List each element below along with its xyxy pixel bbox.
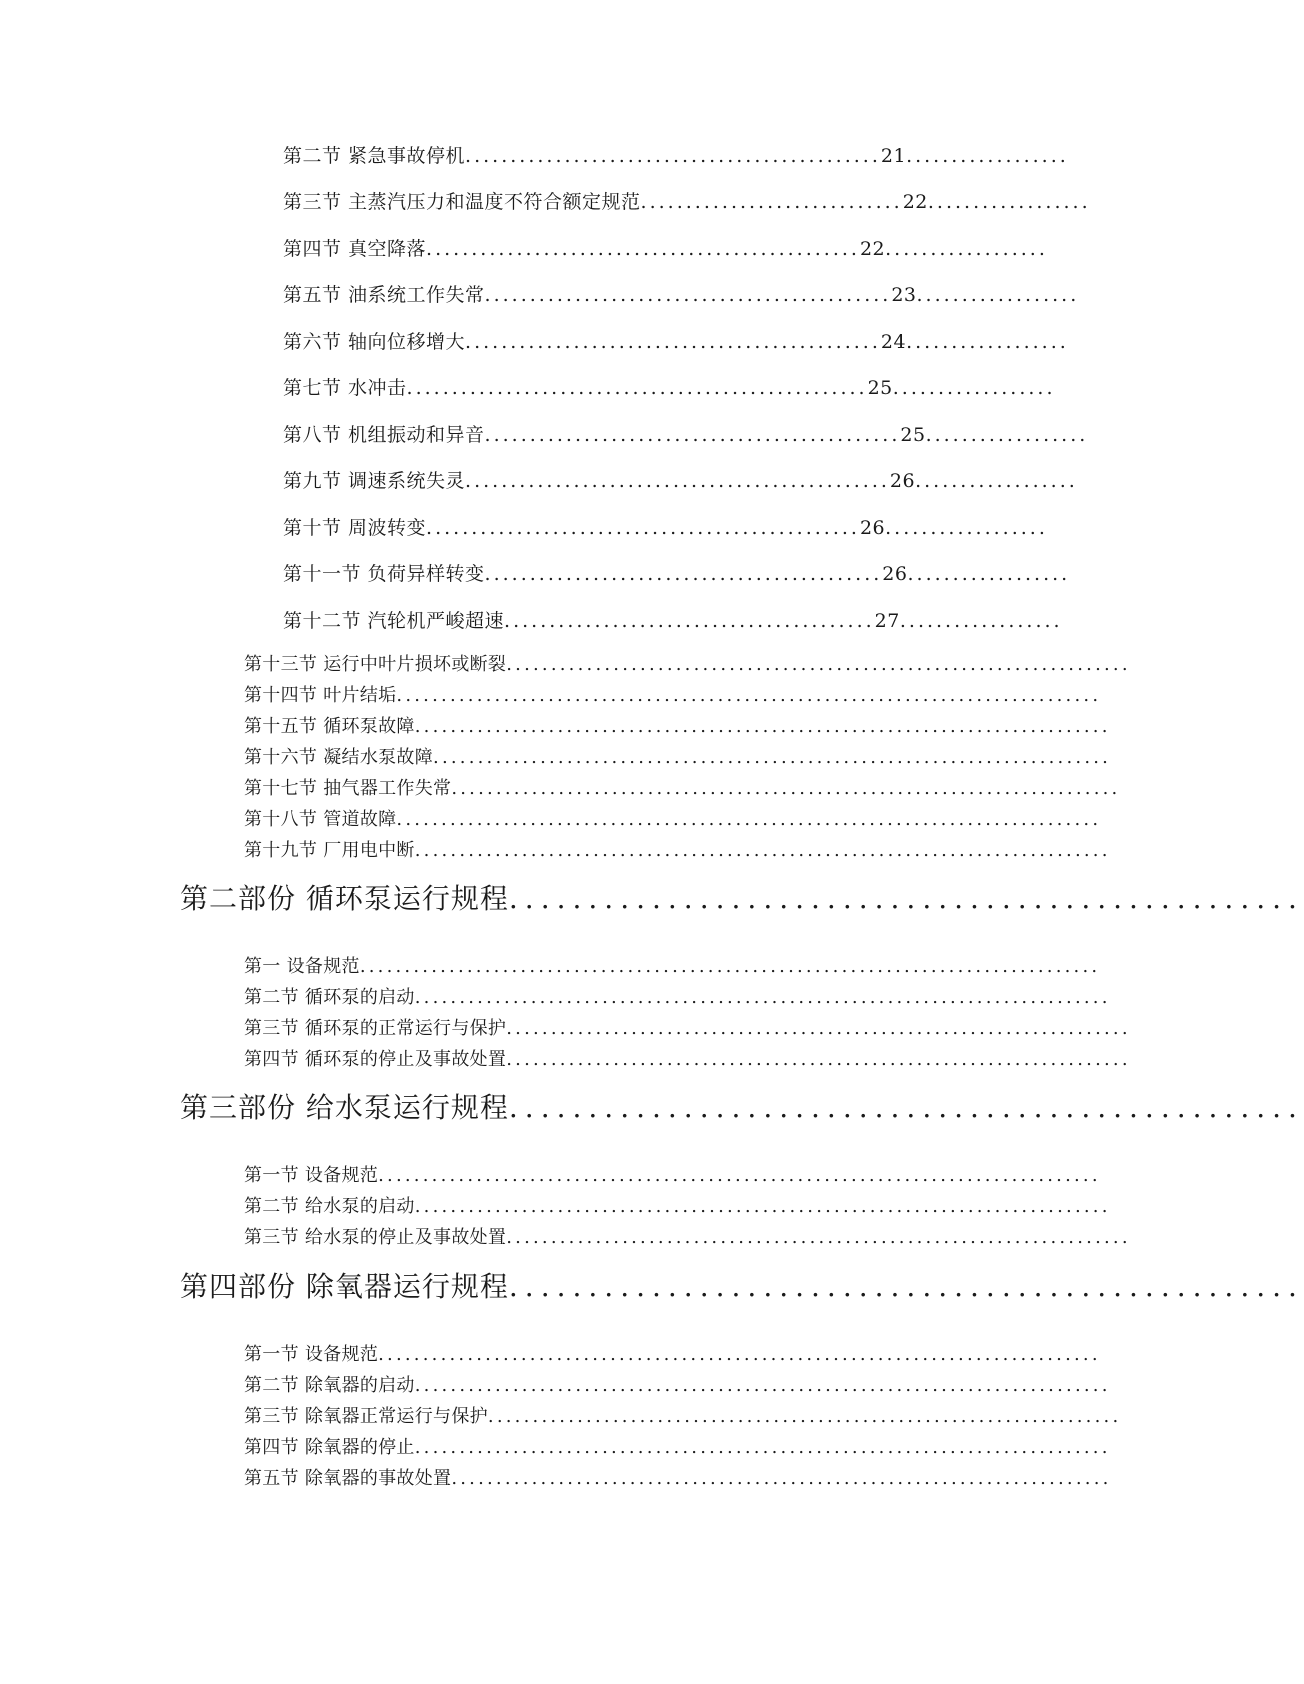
- toc-leader: .........................................: [504, 610, 875, 632]
- toc-entry-title: 第五节 油系统工作失常: [283, 284, 485, 306]
- toc-leader: ......................................................................: [506, 1049, 1131, 1070]
- toc-entry-title: 第三节 除氧器正常运行与保护: [244, 1406, 488, 1427]
- toc-leader: ...........................................................................: [451, 778, 1121, 799]
- toc-page-number: 26: [882, 563, 908, 585]
- toc-leader: ..............................................................................: [414, 840, 1111, 861]
- toc-entry-title: 第一 设备规范: [244, 956, 360, 977]
- toc-leader-trail: ..................: [927, 191, 1091, 213]
- toc-entry-title: 第十八节 管道故障: [244, 809, 397, 830]
- toc-leader: ..............................................................................: [414, 716, 1111, 737]
- toc-entry-title: 第三节 循环泵的正常运行与保护: [244, 1018, 507, 1039]
- toc-leader-trail: ..................: [899, 610, 1063, 632]
- toc-page-number: 26: [859, 517, 886, 539]
- toc-entry[interactable]: [244, 989, 1191, 1007]
- toc-entry[interactable]: [244, 842, 1191, 860]
- toc-leader: ..................................................: [508, 1270, 1304, 1303]
- toc-entry-title: 第九节 调速系统失灵: [283, 470, 466, 492]
- toc-entry[interactable]: [244, 749, 1191, 767]
- toc-part-title: 第四部份 除氧器运行规程: [180, 1270, 509, 1303]
- toc-page-number: 25: [867, 377, 893, 399]
- toc-leader: ..............................................................................: [414, 1196, 1111, 1217]
- toc-leader-trail: ..................: [915, 470, 1078, 492]
- toc-entry-title: 第八节 机组振动和异音: [283, 424, 485, 446]
- toc-entry-title: 第十五节 循环泵故障: [244, 716, 415, 737]
- toc-entry[interactable]: [244, 656, 1191, 674]
- toc-page-number: 27: [874, 610, 900, 632]
- toc-part-title: 第三部份 给水泵运行规程: [180, 1091, 509, 1124]
- toc-entry-title: 第四节 循环泵的停止及事故处置: [244, 1049, 507, 1070]
- toc-entry[interactable]: [244, 1470, 1191, 1488]
- toc-page-number: 24: [880, 331, 907, 353]
- toc-leader: ...............................................................................: [396, 809, 1102, 830]
- toc-leader: ..........................................................................: [451, 1468, 1112, 1489]
- toc-entry-title: 第十九节 厂用电中断: [244, 840, 415, 861]
- toc-leader: ............................................: [484, 563, 883, 585]
- toc-leader: ...............................................: [465, 470, 890, 492]
- toc-leader: ..............................................................................: [414, 1375, 1111, 1396]
- toc-entry[interactable]: [283, 240, 1191, 259]
- toc-entry[interactable]: [244, 958, 1191, 976]
- toc-leader-trail: ..................: [907, 563, 1071, 585]
- toc-leader: ..................................................: [508, 882, 1304, 915]
- toc-entry-title: 第十二节 汽轮机严峻超速: [283, 610, 505, 632]
- toc-entry-title: 第六节 轴向位移增大: [283, 331, 466, 353]
- toc-entry-title: 第十三节 运行中叶片损坏或断裂: [244, 654, 507, 675]
- toc-entry[interactable]: [283, 333, 1191, 352]
- toc-entry[interactable]: [283, 379, 1191, 398]
- toc-leader-trail: ..................: [916, 284, 1080, 306]
- toc-part-heading[interactable]: [180, 1091, 1304, 1124]
- toc-entry[interactable]: [244, 1408, 1191, 1426]
- toc-leader-trail: ..................: [885, 517, 1048, 539]
- toc-entry[interactable]: [244, 687, 1191, 705]
- toc-entry-title: 第二节 除氧器的启动: [244, 1375, 415, 1396]
- toc-leader: .............................................: [484, 284, 892, 306]
- toc-entry-title: 第十四节 叶片结垢: [244, 685, 397, 706]
- toc-entry-title: 第一节 设备规范: [244, 1344, 379, 1365]
- toc-leader: ......................................................................: [506, 1018, 1131, 1039]
- toc-part-heading[interactable]: [180, 882, 1304, 915]
- toc-entry[interactable]: [244, 1198, 1191, 1216]
- toc-entry-title: 第二节 循环泵的启动: [244, 987, 415, 1008]
- toc-leader: ................................................: [426, 238, 860, 260]
- toc-entry-title: 第三节 给水泵的停止及事故处置: [244, 1227, 507, 1248]
- toc-entry-title: 第十六节 凝结水泵故障: [244, 747, 434, 768]
- toc-leader: ......................................................................: [506, 1227, 1131, 1248]
- toc-page-number: 26: [889, 470, 916, 492]
- toc-leader: ............................................................................: [433, 747, 1112, 768]
- toc-entry-title: 第四节 除氧器的停止: [244, 1437, 415, 1458]
- toc-entry-title: 第十节 周波转变: [283, 517, 427, 539]
- toc-entry[interactable]: [244, 780, 1191, 798]
- toc-entry[interactable]: [244, 1051, 1191, 1069]
- toc-page-number: 22: [902, 191, 928, 213]
- toc-part-title: 第二部份 循环泵运行规程: [180, 882, 509, 915]
- toc-entry[interactable]: [283, 612, 1191, 631]
- toc-leader: ..............................................: [465, 331, 881, 353]
- toc-entry-title: 第十七节 抽气器工作失常: [244, 778, 452, 799]
- toc-leader: ..............................................: [465, 145, 881, 167]
- toc-entry[interactable]: [283, 565, 1191, 584]
- toc-entry[interactable]: [244, 718, 1191, 736]
- toc-leader: ...................................................: [406, 377, 868, 399]
- toc-entry-title: 第三节 主蒸汽压力和温度不符合额定规范: [283, 191, 641, 213]
- toc-leader: ..............................................................................: [414, 1437, 1111, 1458]
- toc-entry[interactable]: [244, 1439, 1191, 1457]
- toc-leader: ..................................................: [508, 1091, 1304, 1124]
- toc-leader: .................................................................................: [378, 1165, 1101, 1186]
- toc-entry-title: 第二节 紧急事故停机: [283, 145, 466, 167]
- toc-entry[interactable]: [283, 426, 1191, 445]
- toc-leader: ......................................................................: [506, 654, 1131, 675]
- toc-entry-title: 第七节 水冲击: [283, 377, 407, 399]
- toc-entry[interactable]: [283, 193, 1191, 212]
- toc-entry-title: 第一节 设备规范: [244, 1165, 379, 1186]
- toc-entry[interactable]: [283, 472, 1191, 491]
- toc-leader: .............................: [640, 191, 903, 213]
- toc-leader-trail: ..................: [925, 424, 1089, 446]
- toc-entry-title: 第五节 除氧器的事故处置: [244, 1468, 452, 1489]
- toc-entry-title: 第十一节 负荷异样转变: [283, 563, 485, 585]
- toc-entry-title: 第二节 给水泵的启动: [244, 1196, 415, 1217]
- toc-leader-trail: ..................: [892, 377, 1056, 399]
- toc-entry[interactable]: [244, 1167, 1191, 1185]
- toc-leader: .................................................................................: [378, 1344, 1101, 1365]
- toc-page-number: 21: [880, 145, 907, 167]
- toc-part-heading[interactable]: [180, 1270, 1304, 1303]
- toc-leader: ...............................................................................: [396, 685, 1102, 706]
- toc-entry-title: 第四节 真空降落: [283, 238, 427, 260]
- toc-entry[interactable]: [244, 811, 1191, 829]
- toc-page-number: 22: [859, 238, 886, 260]
- toc-entry[interactable]: [283, 519, 1191, 538]
- toc-entry[interactable]: [283, 286, 1191, 305]
- toc-entry[interactable]: [244, 1229, 1191, 1247]
- toc-leader: .......................................................................: [487, 1406, 1122, 1427]
- toc-leader-trail: ..................: [906, 331, 1069, 353]
- toc-leader: ................................................: [426, 517, 860, 539]
- toc-leader: ..............................................: [484, 424, 901, 446]
- toc-leader-trail: ..................: [885, 238, 1048, 260]
- toc-leader-trail: ..................: [906, 145, 1069, 167]
- toc-entry[interactable]: [244, 1346, 1191, 1364]
- toc-leader: ...................................................................................: [359, 956, 1101, 977]
- toc-page-number: 23: [891, 284, 917, 306]
- toc-entry[interactable]: [244, 1377, 1191, 1395]
- toc-entry[interactable]: [283, 147, 1191, 166]
- toc-leader: ..............................................................................: [414, 987, 1111, 1008]
- toc-page-number: 25: [900, 424, 926, 446]
- toc-entry[interactable]: [244, 1020, 1191, 1038]
